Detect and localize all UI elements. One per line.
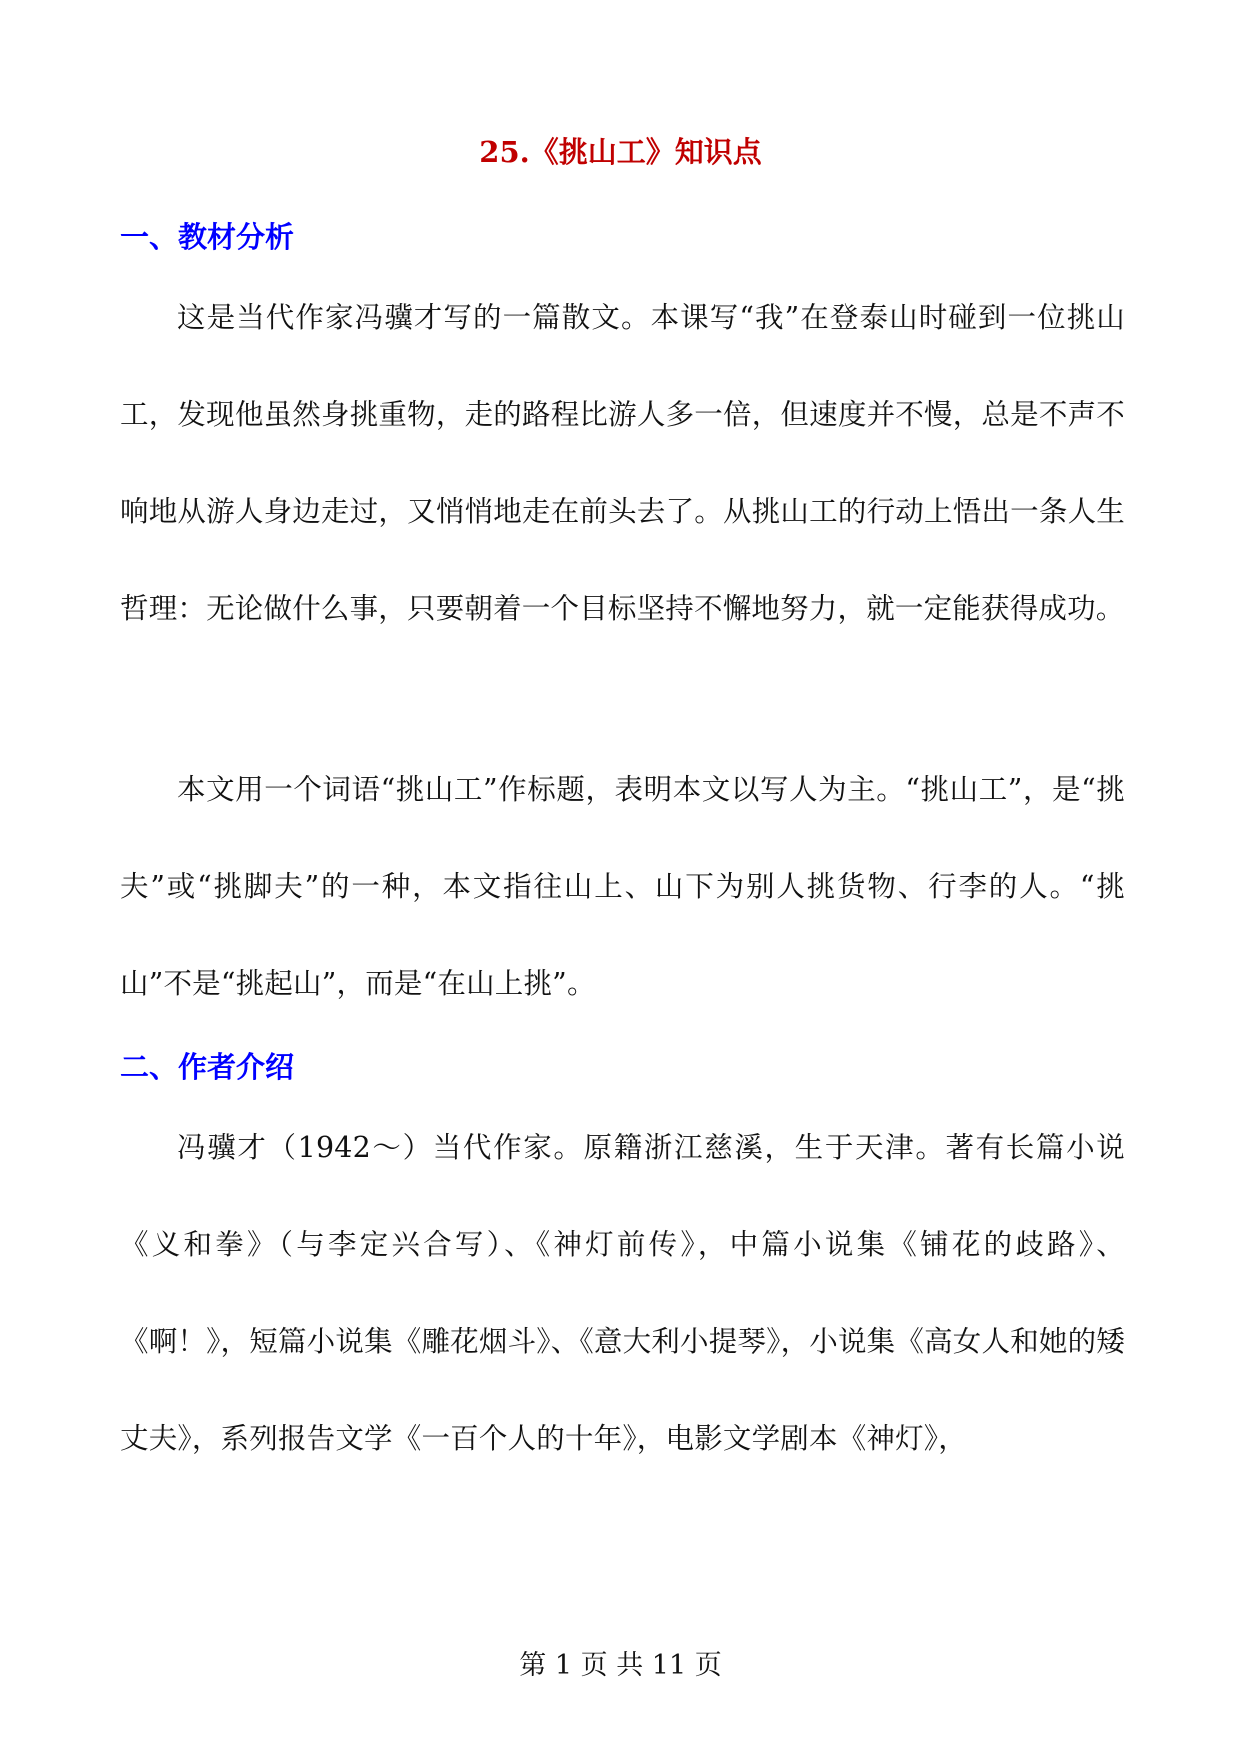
section-heading-textbook-analysis: 一、教材分析 bbox=[120, 220, 295, 254]
page-footer: 第 1 页 共 11 页 bbox=[519, 1650, 722, 1681]
paragraph-analysis-1: 这是当代作家冯骥才写的一篇散文。本课写“我”在登泰山时碰到一位挑山工，发现他虽然身挑重物，走的路程比游人多一倍，但速度并不慢，总是不声不响地从游人身边走过，又悄悄地走在前头去了。从挑山工的行动上悟出一条人生哲理：无论做什么事，只要朝着一个目标坚持不懈地努力，就一定能获得成功。 bbox=[120, 301, 1125, 625]
paragraph-author-1: 冯骥才（1942～）当代作家。原籍浙江慈溪，生于天津。著有长篇小说《义和拳》（与李定兴合写）、《神灯前传》，中篇小说集《铺花的歧路》、《啊！》，短篇小说集《雕花烟斗》、《意大利小提琴》，小说集《高女人和她的矮丈夫》，系列报告文学《一百个人的十年》，电影文学剧本《神灯》， bbox=[120, 1131, 1125, 1455]
document-title: 25.《挑山工》知识点 bbox=[479, 135, 762, 169]
section-heading-author-intro: 二、作者介绍 bbox=[120, 1050, 295, 1084]
paragraph-analysis-2: 本文用一个词语“挑山工”作标题，表明本文以写人为主。“挑山工”，是“挑夫”或“挑脚夫”的一种，本文指往山上、山下为别人挑货物、行李的人。“挑山”不是“挑起山”，而是“在山上挑”。 bbox=[120, 773, 1125, 1000]
